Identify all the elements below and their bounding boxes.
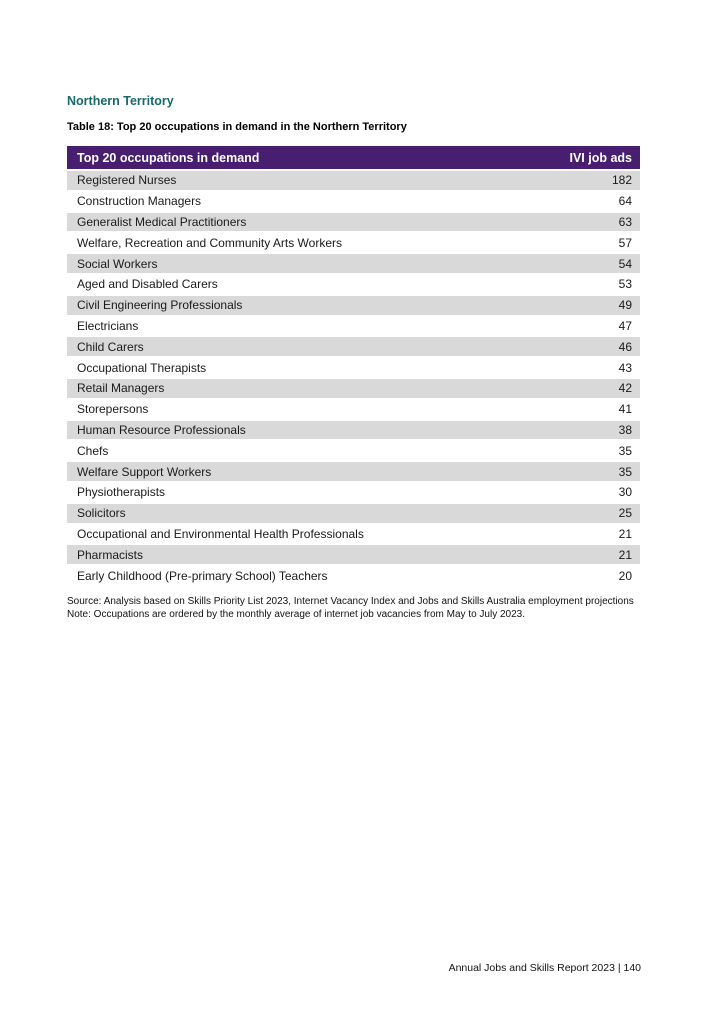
table-row	[67, 357, 640, 378]
job-ads-cell: 21	[560, 524, 640, 545]
occupation-cell: Child Carers	[67, 336, 560, 357]
occupation-cell: Social Workers	[67, 253, 560, 274]
job-ads-cell: 53	[560, 274, 640, 295]
page-content	[67, 0, 640, 621]
section-heading: Northern Territory	[67, 94, 174, 108]
job-ads-cell: 54	[560, 253, 640, 274]
job-ads-cell: 42	[560, 378, 640, 399]
job-ads-cell: 63	[560, 212, 640, 233]
occupation-cell: Pharmacists	[67, 544, 560, 565]
column-header-ivi-job-ads: IVI job ads	[560, 146, 640, 170]
table-row	[67, 274, 640, 295]
table-row	[67, 440, 640, 461]
table-row	[67, 503, 640, 524]
job-ads-cell: 21	[560, 544, 640, 565]
occupations-table	[67, 146, 640, 587]
job-ads-cell: 57	[560, 232, 640, 253]
occupation-cell: Electricians	[67, 316, 560, 337]
table-row	[67, 565, 640, 586]
job-ads-cell: 38	[560, 420, 640, 441]
job-ads-cell: 35	[560, 461, 640, 482]
table-row	[67, 461, 640, 482]
table-row	[67, 232, 640, 253]
job-ads-cell: 46	[560, 336, 640, 357]
job-ads-cell: 30	[560, 482, 640, 503]
table-row	[67, 544, 640, 565]
occupation-cell: Solicitors	[67, 503, 560, 524]
job-ads-cell: 20	[560, 565, 640, 586]
occupation-cell: Chefs	[67, 440, 560, 461]
occupation-cell: Aged and Disabled Carers	[67, 274, 560, 295]
table-row	[67, 316, 640, 337]
occupation-cell: Civil Engineering Professionals	[67, 295, 560, 316]
table-row	[67, 336, 640, 357]
job-ads-cell: 49	[560, 295, 640, 316]
ordering-note: Note: Occupations are ordered by the monthly average of internet job vacancies from May to July 2023.	[67, 608, 526, 620]
job-ads-cell: 25	[560, 503, 640, 524]
job-ads-cell: 41	[560, 399, 640, 420]
occupation-cell: Storepersons	[67, 399, 560, 420]
job-ads-cell: 182	[560, 170, 640, 191]
occupation-cell: Construction Managers	[67, 191, 560, 212]
job-ads-cell: 64	[560, 191, 640, 212]
job-ads-cell: 43	[560, 357, 640, 378]
occupation-cell: Occupational and Environmental Health Professionals	[67, 524, 560, 545]
occupation-cell: Early Childhood (Pre-primary School) Teachers	[67, 565, 560, 586]
table-row	[67, 191, 640, 212]
occupation-cell: Welfare Support Workers	[67, 461, 560, 482]
table-body	[67, 170, 640, 586]
page-footer: Annual Jobs and Skills Report 2023 | 140	[448, 962, 641, 974]
occupation-cell: Occupational Therapists	[67, 357, 560, 378]
table-row	[67, 170, 640, 191]
column-header-occupations: Top 20 occupations in demand	[67, 146, 560, 170]
occupation-cell: Welfare, Recreation and Community Arts Workers	[67, 232, 560, 253]
occupation-cell: Physiotherapists	[67, 482, 560, 503]
job-ads-cell: 35	[560, 440, 640, 461]
table-row	[67, 295, 640, 316]
table-row	[67, 420, 640, 441]
job-ads-cell: 47	[560, 316, 640, 337]
occupation-cell: Retail Managers	[67, 378, 560, 399]
occupation-cell: Registered Nurses	[67, 170, 560, 191]
table-header-row	[67, 146, 640, 170]
table-row	[67, 212, 640, 233]
occupation-cell: Human Resource Professionals	[67, 420, 560, 441]
source-note: Source: Analysis based on Skills Priority List 2023, Internet Vacancy Index and Jobs and Skills Australia employment projections	[67, 595, 634, 607]
table-row	[67, 253, 640, 274]
occupation-cell: Generalist Medical Practitioners	[67, 212, 560, 233]
table-row	[67, 378, 640, 399]
table-row	[67, 482, 640, 503]
table-row	[67, 524, 640, 545]
table-caption: Table 18: Top 20 occupations in demand in the Northern Territory	[67, 121, 407, 133]
table-row	[67, 399, 640, 420]
